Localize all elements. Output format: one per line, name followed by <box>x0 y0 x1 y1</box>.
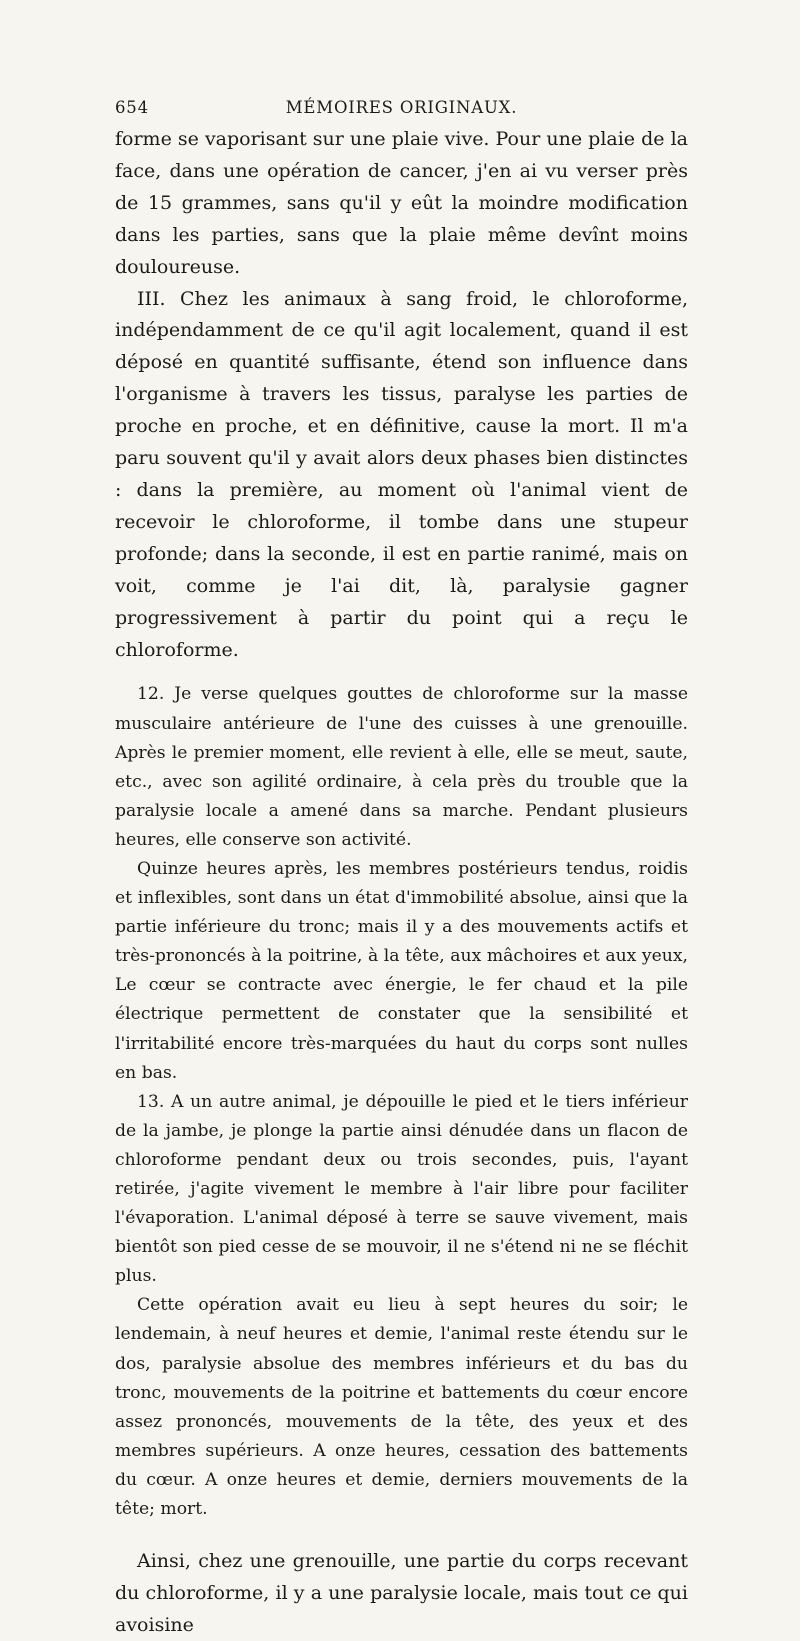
page-number: 654 <box>115 98 149 117</box>
text-block-main <box>115 124 688 666</box>
running-title: MÉMOIRES ORIGINAUX. <box>285 98 518 117</box>
text-block-conclusion <box>115 1545 688 1641</box>
paragraph-continuation: forme se vaporisant sur une plaie vive. Pour une plaie de la face, dans une opération de cancer, j'en ai vu verser près de 15 grammes, sans qu'il y eût la moindre modification dans les parties, sans que la plaie même devînt moins douloureuse. <box>115 128 688 278</box>
paragraph-experiment-12: 12. Je verse quelques gouttes de chloroforme sur la masse musculaire antérieure de l'une des cuisses à une grenouille. Après le premier moment, elle revient à elle, elle se meut, saute, etc., avec son agilité ordinaire, à cela près du trouble que la paralysie locale a amené dans sa marche. Pendant plusieurs heures, elle conserve son activité. <box>115 684 688 850</box>
paragraph-next-day: Cette opération avait eu lieu à sept heures du soir; le lendemain, à neuf heures et demie, l'animal reste étendu sur le dos, paralysie absolue des membres inférieurs et du bas du tronc, mouvements de la poitrine et battements du cœur encore assez prononcés, mouvements de la tête, des yeux et des membres supérieurs. A onze heures, cessation des battements du cœur. A onze heures et demie, derniers mouvements de la tête; mort. <box>115 1295 688 1520</box>
paragraph-conclusion: Ainsi, chez une grenouille, une partie du corps recevant du chloroforme, il y a une paralysie locale, mais tout ce qui avoisine <box>115 1550 688 1637</box>
running-head <box>115 98 688 124</box>
paragraph-experiment-13: 13. A un autre animal, je dépouille le pied et le tiers inférieur de la jambe, je plonge la partie ainsi dénudée dans un flacon de chloroforme pendant deux ou trois secondes, puis, l'ayant retirée, j'agite vivement le membre à l'air libre pour faciliter l'évaporation. L'animal déposé à terre se sauve vivement, mais bientôt son pied cesse de se mouvoir, il ne s'étend ni ne se fléchit plus. <box>115 1091 688 1287</box>
paragraph-section-iii: III. Chez les animaux à sang froid, le chloroforme, indépendamment de ce qu'il agit localement, quand il est déposé en quantité suffisante, étend son influence dans l'organisme à travers les tissus, paralyse les parties de proche en proche, et en définitive, cause la mort. Il m'a paru souvent qu'il y avait alors deux phases bien distinctes : dans la première, au moment où l'animal vient de recevoir le chloroforme, il tombe dans une stupeur profonde; dans la seconde, il est en partie ranimé, mais on voit, comme je l'ai dit, là, paralysie gagner progressivement à partir du point qui a reçu le chloroforme. <box>115 287 688 661</box>
text-block-experiments <box>115 680 688 1524</box>
paragraph-fifteen-hours: Quinze heures après, les membres postérieurs tendus, roidis et inflexibles, sont dans un état d'immobilité absolue, ainsi que la partie inférieure du tronc; mais il y a des mouvements actifs et très-prononcés à la poitrine, à la tête, aux mâchoires et aux yeux, Le cœur se contracte avec énergie, le fer chaud et la pile électrique permettent de constater que la sensibilité et l'irritabilité encore très-marquées du haut du corps sont nulles en bas. <box>115 858 688 1083</box>
